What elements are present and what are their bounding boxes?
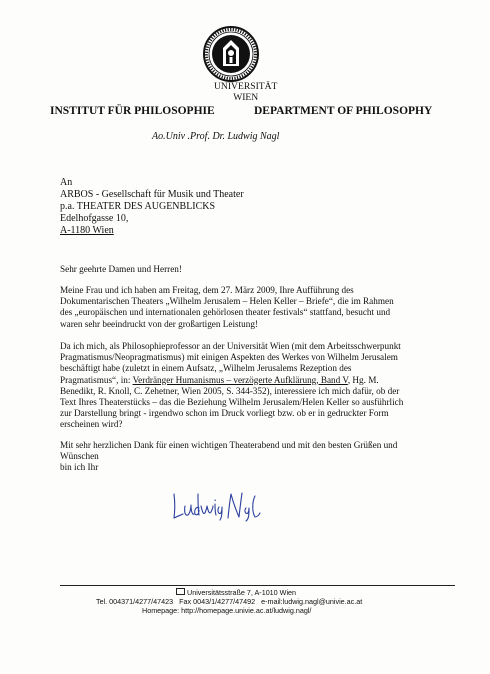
university-name: UNIVERSITÄT WIEN [214, 81, 278, 103]
footer-contacts: Tel. 004371/4277/47423 Fax 0043/1/4277/47492 e-mail:ludwig.nagl@univie.ac.at [96, 597, 363, 606]
university-seal-icon [203, 26, 259, 82]
footer-divider [60, 585, 455, 586]
recipient-city: A-1180 Wien [60, 225, 114, 236]
institute-name: INSTITUT FÜR PHILOSOPHIE [50, 105, 215, 117]
recipient-line: p.a. THEATER DES AUGENBLICKS [60, 201, 216, 212]
footer-email[interactable]: e-mail:ludwig.nagl@univie.ac.at [261, 597, 363, 606]
footer-homepage[interactable]: Homepage: http://homepage.univie.ac.at/ludwig.nagl/ [142, 606, 312, 615]
recipient-line: ARBOS - Gesellschaft für Musik und Theater [60, 189, 244, 200]
footer-address: Universitätsstraße 7, A-1010 Wien [176, 588, 296, 597]
recipient-to: An [60, 177, 73, 188]
department-name: DEPARTMENT OF PHILOSOPHY [254, 105, 433, 117]
paragraph-3: Mit sehr herzlichen Dank für einen wichtigen Theaterabend und mit den besten Grüßen und Wünschen bin ich Ihr [60, 440, 398, 473]
book-title: Verdränger Humanismus – verzögerte Aufklärung, Band V [132, 374, 348, 385]
recipient-line: Edelhofgasse 10, [60, 213, 129, 224]
salutation: Sehr geehrte Damen und Herren! [60, 264, 182, 274]
paragraph-2: Da ich mich, als Philosophieprofessor an der Universität Wien (mit dem Arbeitsschwerpunkt Pragmatismus/Neopragmatismus) mit einigen Aspekten des Werkes von Wilhelm Jerusalem beschäftigt habe (zuletzt in einem Aufsatz, „Wilhelm Jerusalems Rezeption des Pragmatismus“, in: Verdränger Humanismus – verzögerte Aufklärung, Band V, Hg. M. Benedikt, R. Knoll, C. Zehetner, Wien 2005, S. 344-352), interessiere ich mich dafür, ob der Text Ihres Theaterstücks – das die Beziehung Wilhelm Jerusalem/Helen Keller so ausführlich zur Darstellung bringt - irgendwo schon im Druck vorliegt bzw. ob er in gedruckter Form erscheinen wird? [60, 341, 404, 430]
mail-envelope-icon [176, 588, 185, 595]
handwritten-signature [170, 488, 265, 522]
professor-name: Ao.Univ .Prof. Dr. Ludwig Nagl [152, 131, 280, 142]
paragraph-1: Meine Frau und ich haben am Freitag, dem 27. März 2009, Ihre Aufführung des Dokumentarischen Theaters „Wilhelm Jerusalem – Helen Keller – Briefe“, die im Rahmen des „europäischen und internationalen gehörlosen theater festivals“ stattfand, besucht und waren sehr beeindruckt von der großartigen Leistung! [60, 285, 394, 329]
